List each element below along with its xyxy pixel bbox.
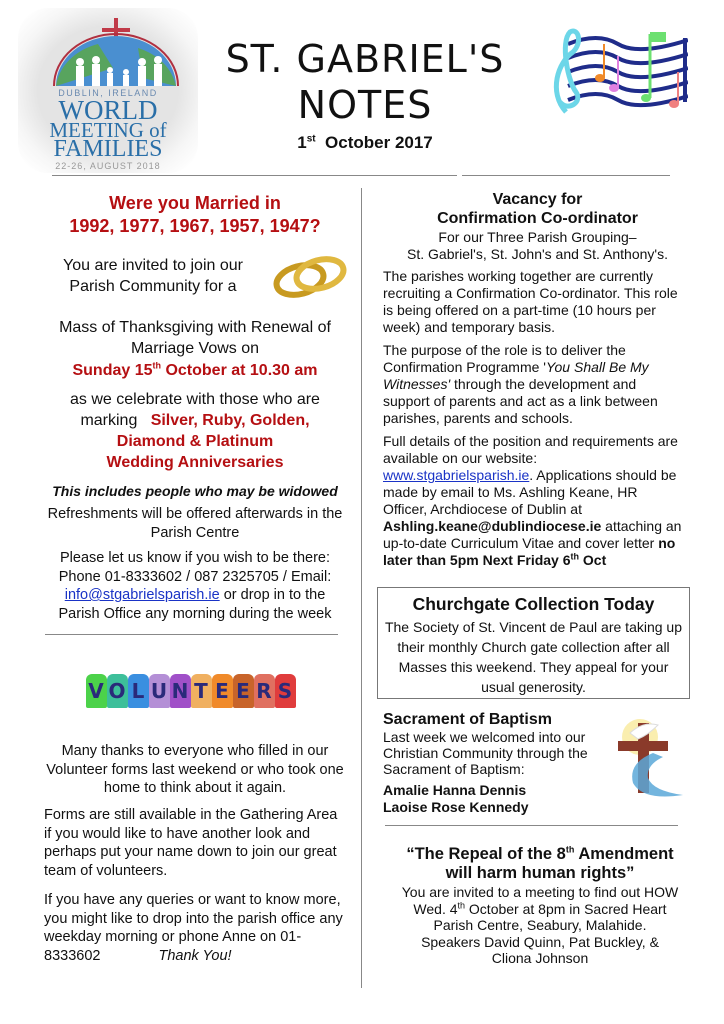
music-notes-icon <box>538 22 688 122</box>
world-meeting-of-families-logo <box>18 8 198 173</box>
header-divider-left <box>52 175 457 176</box>
married-heading: Were you Married in 1992, 1977, 1967, 1957, 1947? <box>69 193 321 236</box>
logo-dates: 22-26, AUGUST 2018 <box>55 161 161 171</box>
repeal-heading: “The Repeal of the 8th Amendment will harm human rights” <box>406 844 674 882</box>
header-divider-right <box>462 175 670 176</box>
logo-location: DUBLIN, IRELAND <box>58 88 158 98</box>
logo-meeting: MEETING of <box>49 118 167 142</box>
thank-you: Thank You! <box>158 947 232 964</box>
churchgate-collection-box <box>377 587 690 699</box>
mass-date: Sunday 15th October at 10.30 am <box>72 360 318 379</box>
invite-text: You are invited to join our Parish Community for a <box>63 257 243 295</box>
newsletter-title <box>200 36 530 128</box>
website-link[interactable]: www.stgabrielsparish.ie <box>383 467 530 483</box>
volunteer-letter: U <box>149 674 170 708</box>
volunteer-letter: L <box>128 674 149 708</box>
wedding-rings-icon <box>270 248 350 304</box>
vacancy-paragraph-2: The purpose of the role is to deliver the Confirmation Programme 'You Shall Be My Witnesses' through the development and support of parents and act as a link between parishes, parents and schools. <box>383 342 658 426</box>
right-divider <box>385 825 678 826</box>
refreshments-text: Refreshments will be offered afterwards in the Parish Centre <box>47 506 343 541</box>
volunteer-letter: E <box>212 674 233 708</box>
title-line-1: ST. GABRIEL'S <box>225 37 505 81</box>
contact-text: Please let us know if you wish to be there: Phone 01-8333602 / 087 2325705 / Email: info@stgabrielsparish.ie or drop in to the Parish Office any morning during the week <box>58 550 332 622</box>
issue-date: 1st October 2017 <box>297 133 433 152</box>
left-divider <box>45 634 338 635</box>
volunteer-letter: N <box>170 674 191 708</box>
widowed-note: This includes people who may be widowed <box>52 483 338 499</box>
volunteer-letter: R <box>254 674 275 708</box>
title-line-2: NOTES <box>297 83 433 127</box>
baptism-text: Last week we welcomed into our Christian Community through the Sacrament of Baptism: <box>383 729 588 777</box>
volunteers-letters <box>78 674 303 708</box>
baptism-names: Amalie Hanna Dennis Laoise Rose Kennedy <box>383 782 529 815</box>
hr-email[interactable]: Ashling.keane@dublindiocese.ie <box>383 518 602 534</box>
anniversaries-line-2: Diamond & Platinum <box>116 433 274 450</box>
parish-email-link[interactable]: info@stgabrielsparish.ie <box>64 587 220 603</box>
volunteer-forms: Forms are still available in the Gathering Area if you would like to have another look and perhaps put your name down to join our great team of volunteers. <box>44 807 338 879</box>
anniversaries-line-1: Silver, Ruby, Golden, <box>150 412 310 429</box>
logo-world: WORLD <box>58 95 158 125</box>
volunteer-letter: S <box>275 674 296 708</box>
volunteer-queries: If you have any queries or want to know more, you might like to drop into the parish office any weekday morning or phone Anne on 01-8333602 Thank You! <box>44 892 343 964</box>
column-divider <box>361 188 362 988</box>
baptism-section <box>383 711 613 816</box>
volunteer-thanks: Many thanks to everyone who filled in our Volunteer forms last weekend or who took one home to think about it again. <box>46 743 344 796</box>
vacancy-subheading: For our Three Parish Grouping– St. Gabriel's, St. John's and St. Anthony's. <box>407 229 668 262</box>
volunteer-letter: V <box>86 674 107 708</box>
volunteers-image <box>78 648 303 728</box>
volunteer-letter: O <box>107 674 128 708</box>
baptism-title: Sacrament of Baptism <box>383 711 552 728</box>
cross-dove-icon <box>608 713 688 805</box>
anniversaries-line-3: Wedding Anniversaries <box>106 454 284 471</box>
repeal-details: You are invited to a meeting to find out HOW Wed. 4th October at 8pm in Sacred Heart Parish Centre, Seabury, Malahide. Speakers David Quinn, Pat Buckley, & Cliona Johnson <box>401 884 679 966</box>
mass-text: Mass of Thanksgiving with Renewal of Marriage Vows on <box>59 319 331 357</box>
logo-families: FAMILIES <box>53 136 163 162</box>
churchgate-text: The Society of St. Vincent de Paul are taking up their monthly Church gate collection after all Masses this weekend. They appeal for your usual generosity. <box>384 619 683 695</box>
celebrate-text: as we celebrate with those who are marking Silver, Ruby, Golden, Diamond & Platinum Wedding Anniversaries <box>36 389 354 473</box>
churchgate-title: Churchgate Collection Today <box>412 594 655 614</box>
volunteer-letter: T <box>191 674 212 708</box>
volunteer-letter: E <box>233 674 254 708</box>
vacancy-paragraph-1: The parishes working together are currently recruiting a Confirmation Co-ordinator. This role is being offered on a part-time (10 hours per week) and temporary basis. <box>383 268 678 335</box>
vacancy-heading: Vacancy for Confirmation Co-ordinator <box>437 191 638 227</box>
deadline: no later than 5pm Next Friday 6th Oct <box>383 535 676 568</box>
vacancy-paragraph-3: Full details of the position and requirements are available on our website: www.stgabrielsparish.ie. Applications should be made by email to Ms. Ashling Keane, HR Officer, Archdiocese of Dublin at Ashling.keane@dublindiocese.ie attaching an up-to-date Curriculum Vitae and cover letter no later than 5pm Next Friday 6th Oct <box>383 433 682 568</box>
